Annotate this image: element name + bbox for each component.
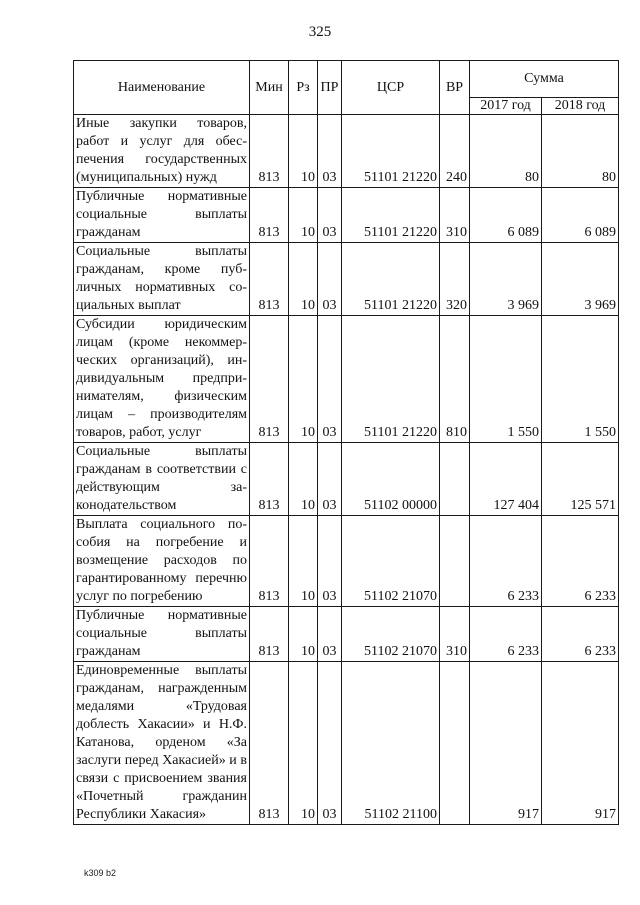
table-row <box>74 188 619 243</box>
cell-name: Субсидии юридическим лицам (кроме некоммерческих организаций), индивидуальным предпринимателям, физическим лицам – производителям товаров, работ, услуг <box>74 316 250 443</box>
cell-csr: 51101 21220 <box>342 115 440 188</box>
header-name: Наименование <box>74 61 250 115</box>
cell-vr <box>440 662 470 825</box>
cell-pr: 03 <box>318 188 342 243</box>
cell-rz: 10 <box>289 316 318 443</box>
footer-code: k309 b2 <box>84 868 117 878</box>
cell-y2017: 6 233 <box>470 607 542 662</box>
cell-y2018: 125 571 <box>542 443 619 516</box>
cell-pr: 03 <box>318 316 342 443</box>
cell-pr: 03 <box>318 607 342 662</box>
cell-rz: 10 <box>289 115 318 188</box>
header-rz: Рз <box>289 61 318 115</box>
header-sum: Сумма <box>470 61 619 98</box>
cell-min: 813 <box>250 115 289 188</box>
cell-y2018: 80 <box>542 115 619 188</box>
cell-vr <box>440 516 470 607</box>
cell-y2018: 917 <box>542 662 619 825</box>
cell-y2017: 127 404 <box>470 443 542 516</box>
cell-name: Иные закупки товаров, работ и услуг для обеспечения государственных (муниципальных) нужд <box>74 115 250 188</box>
table-row <box>74 115 619 188</box>
cell-min: 813 <box>250 443 289 516</box>
cell-vr <box>440 443 470 516</box>
table-row <box>74 443 619 516</box>
cell-name: Единовременные выплаты гражданам, награжденным медалями «Трудовая доблесть Хакасии» и Н.Ф. Катанова, орденом «За заслуги перед Хакасией» и в связи с присвоением звания «Почетный гражданин Республики Хакасия» <box>74 662 250 825</box>
header-pr: ПР <box>318 61 342 115</box>
cell-csr: 51102 00000 <box>342 443 440 516</box>
header-min: Мин <box>250 61 289 115</box>
cell-pr: 03 <box>318 516 342 607</box>
table-row <box>74 516 619 607</box>
cell-csr: 51101 21220 <box>342 188 440 243</box>
table-row <box>74 662 619 825</box>
cell-name: Публичные нормативные социальные выплаты гражданам <box>74 188 250 243</box>
cell-rz: 10 <box>289 243 318 316</box>
cell-y2018: 6 233 <box>542 516 619 607</box>
budget-table <box>73 60 619 825</box>
header-2017: 2017 год <box>470 98 542 115</box>
page-number: 325 <box>308 24 332 40</box>
cell-y2018: 1 550 <box>542 316 619 443</box>
header-vr: ВР <box>440 61 470 115</box>
header-2018: 2018 год <box>542 98 619 115</box>
cell-min: 813 <box>250 188 289 243</box>
cell-y2017: 3 969 <box>470 243 542 316</box>
cell-min: 813 <box>250 316 289 443</box>
cell-name: Социальные выплаты гражданам в соответствии с действующим законодательством <box>74 443 250 516</box>
table-row <box>74 316 619 443</box>
cell-y2017: 80 <box>470 115 542 188</box>
cell-y2017: 917 <box>470 662 542 825</box>
cell-vr: 320 <box>440 243 470 316</box>
cell-vr: 240 <box>440 115 470 188</box>
cell-y2017: 6 233 <box>470 516 542 607</box>
table-row <box>74 243 619 316</box>
cell-y2018: 6 233 <box>542 607 619 662</box>
cell-rz: 10 <box>289 662 318 825</box>
cell-name: Публичные нормативные социальные выплаты гражданам <box>74 607 250 662</box>
cell-min: 813 <box>250 516 289 607</box>
cell-rz: 10 <box>289 516 318 607</box>
cell-y2018: 6 089 <box>542 188 619 243</box>
cell-csr: 51102 21100 <box>342 662 440 825</box>
cell-pr: 03 <box>318 662 342 825</box>
cell-rz: 10 <box>289 188 318 243</box>
cell-name: Социальные выплаты гражданам, кроме публичных нормативных социальных выплат <box>74 243 250 316</box>
header-csr: ЦСР <box>342 61 440 115</box>
cell-pr: 03 <box>318 243 342 316</box>
cell-min: 813 <box>250 243 289 316</box>
cell-csr: 51102 21070 <box>342 607 440 662</box>
cell-csr: 51101 21220 <box>342 316 440 443</box>
table-row <box>74 607 619 662</box>
cell-vr: 310 <box>440 188 470 243</box>
cell-csr: 51101 21220 <box>342 243 440 316</box>
cell-y2018: 3 969 <box>542 243 619 316</box>
cell-pr: 03 <box>318 115 342 188</box>
cell-csr: 51102 21070 <box>342 516 440 607</box>
cell-vr: 310 <box>440 607 470 662</box>
cell-y2017: 6 089 <box>470 188 542 243</box>
cell-min: 813 <box>250 607 289 662</box>
cell-min: 813 <box>250 662 289 825</box>
cell-y2017: 1 550 <box>470 316 542 443</box>
cell-pr: 03 <box>318 443 342 516</box>
cell-vr: 810 <box>440 316 470 443</box>
cell-rz: 10 <box>289 443 318 516</box>
cell-name: Выплата социального пособия на погребение и возмещение расходов по гарантированному перечню услуг по погребению <box>74 516 250 607</box>
cell-rz: 10 <box>289 607 318 662</box>
